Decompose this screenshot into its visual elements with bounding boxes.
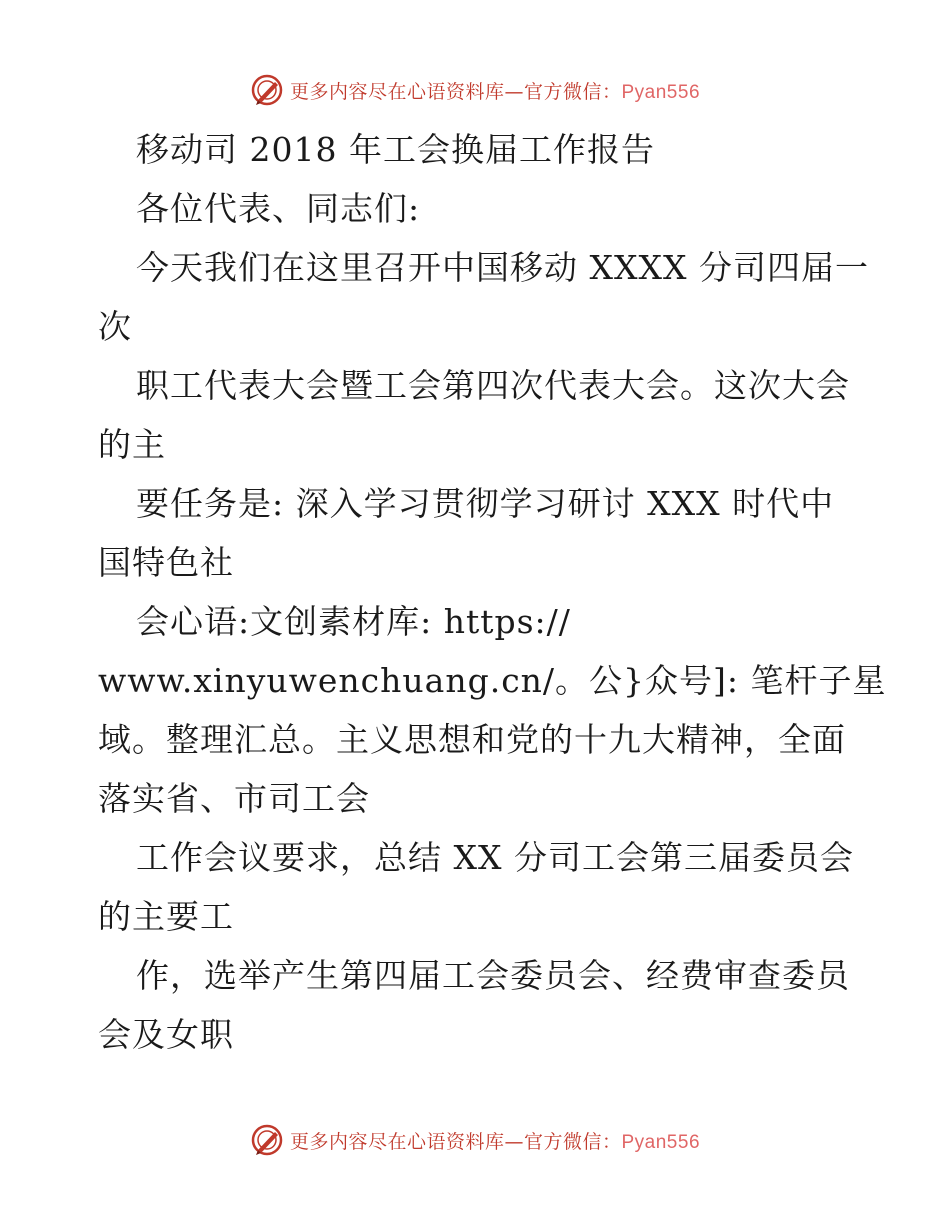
paragraph-line: 今天我们在这里召开中国移动 XXXX 分司四届一 — [136, 248, 869, 287]
paragraph-line: 落实省、市司工会 — [98, 779, 370, 818]
header-banner — [0, 70, 950, 110]
pen-logo-icon — [250, 73, 284, 107]
document-title: 移动司 2018 年工会换届工作报告 — [136, 130, 655, 169]
paragraph-line: 作，选举产生第四届工会委员会、经费审查委员 — [136, 956, 850, 995]
paragraph-line: 会心语:文创素材库: https:// — [136, 602, 571, 641]
paragraph-line: www.xinyuwenchuang.cn/。公}众号]: 笔杆子星 — [98, 661, 887, 700]
banner-wechat-handle: Pyan556 — [621, 1131, 701, 1153]
banner-separator: — — [504, 80, 524, 103]
header-banner-text — [290, 77, 700, 104]
banner-wechat-label: 官方微信： — [523, 1130, 622, 1153]
paragraph-line: 要任务是: 深入学习贯彻学习研讨 XXX 时代中 — [136, 484, 835, 523]
banner-site-text: 更多内容尽在心语资料库 — [289, 80, 505, 103]
banner-site-text: 更多内容尽在心语资料库 — [289, 1130, 505, 1153]
paragraph-line: 的主 — [98, 425, 166, 464]
paragraph-line: 会及女职 — [98, 1015, 234, 1054]
banner-wechat-label: 官方微信： — [523, 80, 622, 103]
document-body — [98, 120, 887, 1064]
pen-logo-icon — [250, 1123, 284, 1157]
footer-banner-text — [290, 1127, 700, 1154]
footer-banner — [0, 1120, 950, 1160]
paragraph-line: 次 — [98, 307, 132, 346]
paragraph-line: 工作会议要求，总结 XX 分司工会第三届委员会 — [136, 838, 854, 877]
paragraph-line: 职工代表大会暨工会第四次代表大会。这次大会 — [136, 366, 850, 405]
paragraph-line: 国特色社 — [98, 543, 234, 582]
salutation: 各位代表、同志们: — [136, 189, 421, 228]
banner-wechat-handle: Pyan556 — [621, 81, 701, 103]
paragraph-line: 的主要工 — [98, 897, 234, 936]
paragraph-line: 域。整理汇总。主义思想和党的十九大精神，全面 — [98, 720, 846, 759]
banner-separator: — — [504, 1130, 524, 1153]
